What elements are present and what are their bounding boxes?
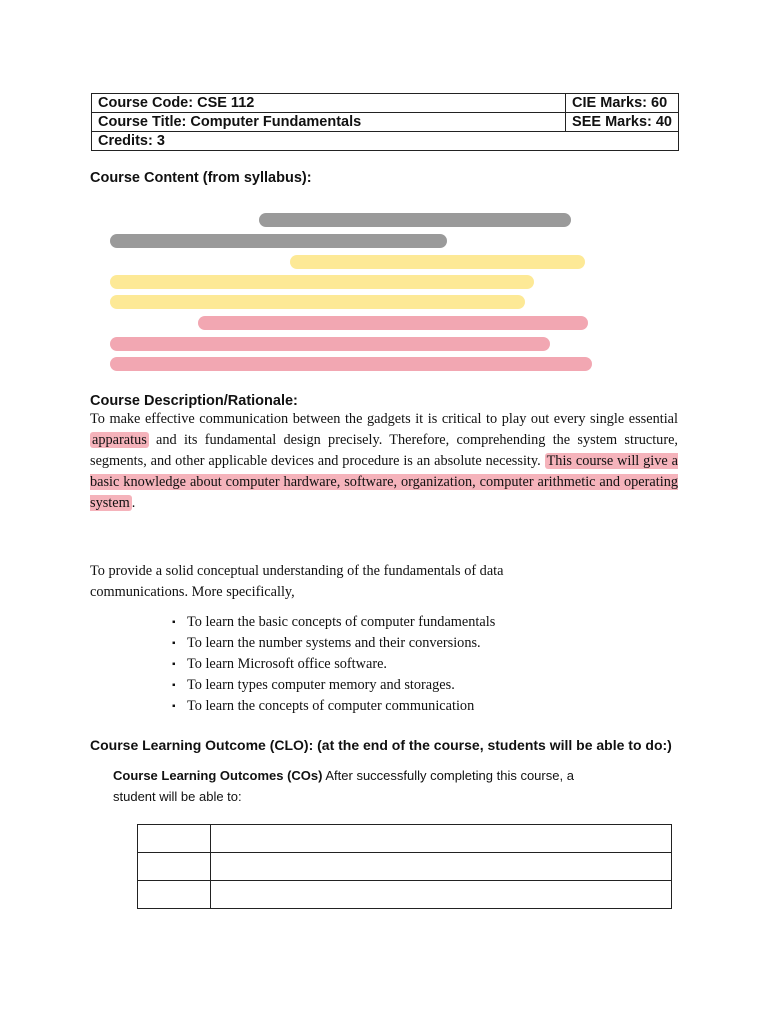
table-row [92,113,679,132]
bullet-icon: ▪ [172,680,176,691]
credits: Credits: 3 [92,132,679,151]
redaction-bar [110,275,534,289]
list-item-text: To learn types computer memory and storages. [187,677,455,693]
table-row [138,825,672,853]
course-info-table [91,93,679,151]
table-row [92,94,679,113]
table-cell [138,853,211,881]
co-table [137,824,672,909]
clo-description [113,765,593,807]
list-item [172,654,495,675]
clo-title: Course Learning Outcomes (COs) [113,768,323,783]
table-cell [211,825,672,853]
highlighted-word: apparatus [92,432,147,448]
course-title: Course Title: Computer Fundamentals [92,113,566,132]
description-text: To make effective communication between the gadgets it is critical to play out every single essential [90,411,678,427]
objectives-list [172,612,495,717]
list-item-text: To learn the number systems and their conversions. [187,635,481,651]
bullet-icon: ▪ [172,638,176,649]
bullet-icon: ▪ [172,617,176,628]
redaction-bar [259,213,571,227]
course-content-heading: Course Content (from syllabus): [90,170,312,186]
table-row [138,881,672,909]
see-marks: SEE Marks: 40 [566,113,679,132]
course-code: Course Code: CSE 112 [92,94,566,113]
description-heading: Course Description/Rationale: [90,393,298,409]
table-cell [211,853,672,881]
description-paragraph [90,409,678,514]
redaction-bar [198,316,588,330]
redaction-bar [290,255,585,269]
list-item-text: To learn the basic concepts of computer fundamentals [187,614,496,630]
highlighted-sentence: This course will give a basic knowledge about computer hardware, software, organization, computer arithmetic and operating system [90,453,678,511]
list-item-text: To learn the concepts of computer communication [187,698,475,714]
table-row [92,132,679,151]
table-row [138,853,672,881]
list-item [172,675,495,696]
objective-intro: To provide a solid conceptual understanding of the fundamentals of data communications. More specifically, [90,563,504,600]
bullet-icon: ▪ [172,701,176,712]
redaction-bar [110,234,447,248]
list-item [172,633,495,654]
redaction-bar [110,337,550,351]
list-item [172,696,495,717]
cie-marks: CIE Marks: 60 [566,94,679,113]
list-item [172,612,495,633]
table-cell [211,881,672,909]
bullet-icon: ▪ [172,659,176,670]
redaction-bar [110,357,592,371]
clo-text: After successfully completing this course, a student will be able to: [113,768,574,804]
description-text: and its fundamental design precisely. Therefore, comprehending the system structure, segments, and other applicable devices and procedure is an absolute necessity. [90,432,678,469]
list-item-text: To learn Microsoft office software. [187,656,388,672]
table-cell [138,881,211,909]
clo-heading: Course Learning Outcome (CLO): (at the end of the course, students will be able to do:) [90,737,672,753]
table-cell [138,825,211,853]
description-text: . [131,495,136,511]
redaction-bar [110,295,525,309]
